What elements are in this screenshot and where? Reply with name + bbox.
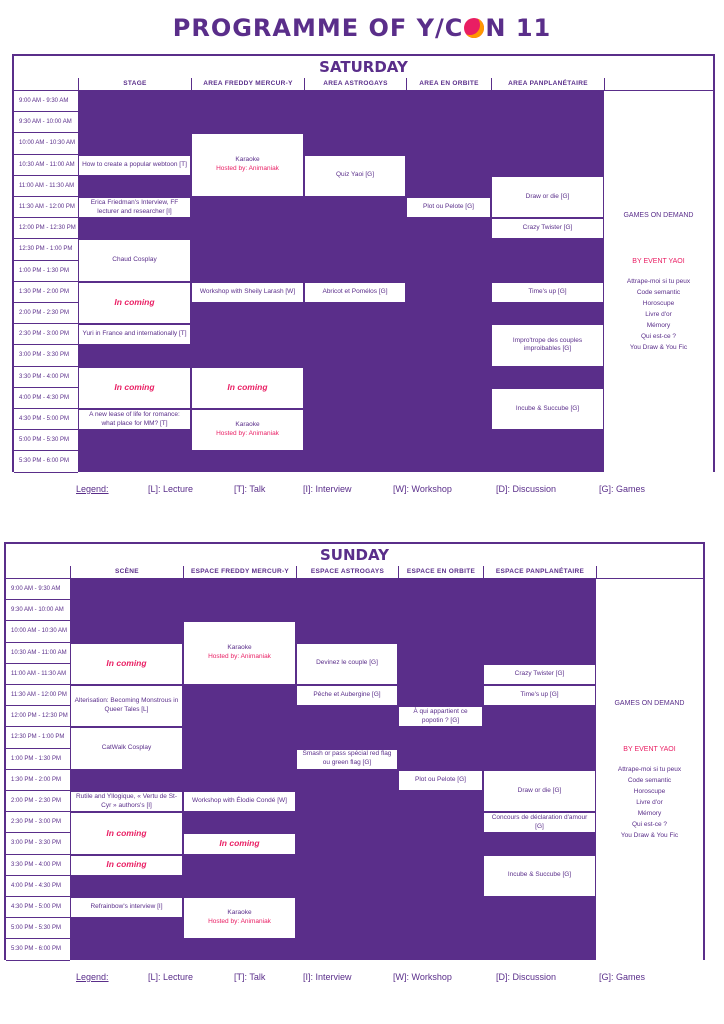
legend-item: [W]: Workshop — [393, 484, 452, 494]
event-title: Erica Friedman's Interview, FF lecturer and researcher [I] — [90, 198, 179, 215]
day-title: SATURDAY — [14, 56, 713, 78]
event-block — [304, 155, 406, 197]
event-title: In coming — [106, 859, 147, 870]
legend-item: [D]: Discussion — [496, 972, 557, 982]
time-slot: 9:30 AM - 10:00 AM — [14, 112, 78, 133]
legend-label: Legend: — [76, 972, 109, 982]
event-title: In coming — [106, 827, 147, 838]
event-block — [183, 621, 296, 685]
column-header: ESPACE FREDDY MERCUR-Y — [183, 566, 296, 578]
time-slot: 4:30 PM - 5:00 PM — [14, 409, 78, 430]
event-host: Hosted by: Animaniak — [216, 165, 279, 173]
legend-item: [T]: Talk — [234, 972, 266, 982]
time-slot: 10:30 AM - 11:00 AM — [14, 155, 78, 176]
event-block — [483, 770, 596, 812]
legend-item: [G]: Games — [599, 484, 646, 494]
game-item: Horoscupe — [633, 788, 666, 796]
event-title: Plot ou Pelote [G] — [423, 203, 474, 211]
time-slot: 5:00 PM - 5:30 PM — [6, 918, 70, 939]
event-title: Karaoke — [227, 909, 252, 917]
event-block — [70, 685, 183, 727]
legend-item: [L]: Lecture — [148, 484, 194, 494]
games-by-event: BY EVENT YAOI — [623, 746, 676, 754]
game-item: Qui est-ce ? — [640, 333, 677, 341]
event-title: Workshop with Élodie Condé [W] — [192, 797, 287, 805]
time-header-blank — [6, 566, 70, 578]
time-slot: 3:30 PM - 4:00 PM — [6, 855, 70, 876]
column-header: ESPACE ASTROGAYS — [296, 566, 398, 578]
event-title: Plot ou Pelote [G] — [415, 776, 466, 783]
event-title: Time's up [G] — [528, 288, 567, 295]
games-column-header — [596, 566, 703, 578]
event-title: Karaoke — [235, 421, 260, 429]
legend-item: [T]: Talk — [234, 484, 266, 494]
time-slot: 2:00 PM - 2:30 PM — [6, 791, 70, 812]
event-block — [183, 791, 296, 812]
event-title: Abricot et Pomélos [G] — [322, 288, 388, 295]
event-in-coming — [70, 855, 183, 876]
time-slot: 3:00 PM - 3:30 PM — [14, 345, 78, 366]
title-text-end: N 11 — [485, 14, 552, 42]
event-block — [491, 282, 604, 303]
event-in-coming — [191, 367, 304, 409]
event-title: In coming — [219, 838, 260, 849]
legend-item: [G]: Games — [599, 972, 646, 982]
saturday-schedule — [12, 54, 715, 472]
event-title: Refrainbow's interview [I] — [90, 903, 163, 911]
event-title: Smash or pass spécial red flag ou green flag [G] — [302, 750, 392, 767]
legend-item: [L]: Lecture — [148, 972, 194, 982]
time-slot: 11:30 AM - 12:00 PM — [14, 197, 78, 218]
time-slot: 1:30 PM - 2:00 PM — [6, 770, 70, 791]
game-item: Code semantic — [627, 777, 672, 785]
event-title: CatWalk Cosplay — [101, 744, 152, 752]
time-slot: 1:00 PM - 1:30 PM — [6, 749, 70, 770]
event-block — [78, 324, 191, 345]
sunday-schedule — [4, 542, 705, 960]
time-slot: 1:30 PM - 2:00 PM — [14, 282, 78, 303]
event-title: Devinez le couple [G] — [316, 659, 378, 667]
event-block — [491, 324, 604, 366]
event-block — [406, 197, 491, 218]
event-title: Karaoke — [235, 156, 260, 164]
event-title: Time's up [G] — [520, 691, 559, 699]
time-slot: 9:00 AM - 9:30 AM — [6, 579, 70, 600]
event-block — [70, 791, 183, 812]
event-block — [483, 855, 596, 897]
game-item: Horoscupe — [642, 300, 675, 308]
column-header: SCÈNE — [70, 566, 183, 578]
column-header: AREA EN ORBITE — [406, 78, 491, 90]
event-block — [483, 685, 596, 706]
game-item: You Draw & You Fic — [629, 344, 688, 352]
time-slot: 2:30 PM - 3:00 PM — [6, 812, 70, 833]
event-block — [304, 282, 406, 303]
games-on-demand-panel — [604, 91, 713, 473]
event-block — [78, 409, 191, 430]
time-slot: 2:30 PM - 3:00 PM — [14, 324, 78, 345]
legend-item: [I]: Interview — [303, 484, 352, 494]
time-slot: 10:00 AM - 10:30 AM — [14, 133, 78, 154]
games-column-header — [604, 78, 713, 90]
event-title: Crazy Twister [G] — [514, 670, 565, 677]
time-slot: 9:00 AM - 9:30 AM — [14, 91, 78, 112]
games-on-demand-panel — [596, 579, 703, 961]
event-title: Incube & Succube [G] — [507, 871, 572, 879]
event-block — [70, 727, 183, 769]
day-title: SUNDAY — [6, 544, 703, 566]
event-title: Incube & Succube [G] — [515, 404, 580, 412]
time-slot: 11:00 AM - 11:30 AM — [6, 664, 70, 685]
time-slot: 12:30 PM - 1:00 PM — [6, 727, 70, 748]
event-block — [483, 812, 596, 833]
time-slot: 5:00 PM - 5:30 PM — [14, 430, 78, 451]
time-slot: 1:00 PM - 1:30 PM — [14, 261, 78, 282]
game-item: Attrape-moi si tu peux — [626, 278, 691, 286]
event-title: In coming — [114, 297, 155, 308]
event-in-coming — [78, 367, 191, 409]
page-title — [0, 14, 724, 42]
games-by-event: BY EVENT YAOI — [632, 258, 685, 266]
game-item: Livre d'or — [636, 799, 663, 807]
time-slot: 4:30 PM - 5:00 PM — [6, 897, 70, 918]
event-block — [70, 897, 183, 918]
event-in-coming — [78, 282, 191, 324]
event-block — [191, 409, 304, 451]
games-heading: GAMES ON DEMAND — [614, 700, 685, 708]
time-slot: 4:00 PM - 4:30 PM — [6, 876, 70, 897]
column-header: AREA ASTROGAYS — [304, 78, 406, 90]
column-header: ESPACE PANPLANÉTAIRE — [483, 566, 596, 578]
game-item: You Draw & You Fic — [620, 832, 679, 840]
event-title: Rutile and Yllogique, « Vertu de St-Cyr » authors's [I] — [75, 792, 178, 809]
event-block — [296, 685, 398, 706]
event-title: Workshop with Sheily Larash [W] — [199, 288, 296, 295]
event-block — [296, 749, 398, 770]
legend-item: [W]: Workshop — [393, 972, 452, 982]
event-title: Impro'trope des couples improibables [G] — [512, 336, 583, 353]
event-in-coming — [70, 643, 183, 685]
event-title: Draw or die [G] — [525, 192, 570, 200]
game-item: Livre d'or — [645, 311, 672, 319]
event-title: In coming — [106, 658, 147, 669]
event-in-coming — [70, 812, 183, 854]
time-slot: 9:30 AM - 10:00 AM — [6, 600, 70, 621]
event-title: À qui appartient ce popotin ? [G] — [413, 708, 468, 724]
event-title: How to create a popular webtoon [T] — [82, 160, 187, 168]
time-slot: 12:00 PM - 12:30 PM — [6, 706, 70, 727]
time-slot: 11:00 AM - 11:30 AM — [14, 176, 78, 197]
time-slot: 11:30 AM - 12:00 PM — [6, 685, 70, 706]
games-heading: GAMES ON DEMAND — [623, 212, 694, 220]
game-item: Qui est-ce ? — [631, 821, 668, 829]
column-header: AREA PANPLANÉTAIRE — [491, 78, 604, 90]
game-item: Mémory — [646, 322, 671, 330]
event-title: Concours de déclaration d'amour [G] — [491, 814, 588, 830]
event-title: Chaud Cosplay — [112, 256, 157, 264]
event-title: Quiz Yaoi [G] — [335, 171, 375, 179]
column-header: AREA FREDDY MERCUR-Y — [191, 78, 304, 90]
event-title: Crazy Twister [G] — [522, 224, 573, 232]
event-title: In coming — [114, 382, 155, 393]
game-item: Attrape-moi si tu peux — [617, 766, 682, 774]
time-slot: 2:00 PM - 2:30 PM — [14, 303, 78, 324]
event-in-coming — [183, 833, 296, 854]
event-block — [78, 197, 191, 218]
time-slot: 5:30 PM - 6:00 PM — [14, 451, 78, 472]
time-slot: 3:00 PM - 3:30 PM — [6, 833, 70, 854]
event-block — [78, 239, 191, 281]
event-title: Karaoke — [227, 644, 252, 652]
column-header: ESPACE EN ORBITE — [398, 566, 483, 578]
event-host: Hosted by: Animaniak — [216, 430, 279, 438]
legend-item: [I]: Interview — [303, 972, 352, 982]
event-title: Yuri in France and internationally [T] — [82, 330, 187, 338]
event-block — [78, 155, 191, 176]
event-block — [191, 133, 304, 197]
time-slot: 12:00 PM - 12:30 PM — [14, 218, 78, 239]
game-item: Code semantic — [636, 289, 681, 297]
time-slot: 4:00 PM - 4:30 PM — [14, 388, 78, 409]
event-host: Hosted by: Animaniak — [208, 918, 271, 926]
time-slot: 5:30 PM - 6:00 PM — [6, 939, 70, 960]
legend-label: Legend: — [76, 484, 109, 494]
time-header-blank — [14, 78, 78, 90]
event-block — [491, 176, 604, 218]
event-block — [491, 388, 604, 430]
event-title: Pêche et Aubergine [G] — [313, 691, 381, 699]
event-block — [191, 282, 304, 303]
event-block — [296, 643, 398, 685]
event-title: Alterisation: Becoming Monstrous in Queer Tales [L] — [74, 697, 179, 714]
event-title: Draw or die [G] — [517, 786, 562, 794]
event-block — [398, 706, 483, 727]
time-slot: 10:30 AM - 11:00 AM — [6, 643, 70, 664]
event-title: In coming — [227, 382, 268, 393]
game-item: Mémory — [637, 810, 662, 818]
event-block — [483, 664, 596, 685]
event-block — [183, 897, 296, 939]
title-text-start: PROGRAMME OF Y/C — [172, 14, 464, 42]
time-slot: 12:30 PM - 1:00 PM — [14, 239, 78, 260]
legend-item: [D]: Discussion — [496, 484, 557, 494]
column-header: STAGE — [78, 78, 191, 90]
time-slot: 3:30 PM - 4:00 PM — [14, 367, 78, 388]
event-host: Hosted by: Animaniak — [208, 653, 271, 661]
event-block — [491, 218, 604, 239]
event-title: A new lease of life for romance: what place for MM? [T] — [89, 410, 180, 427]
event-block — [398, 770, 483, 791]
time-slot: 10:00 AM - 10:30 AM — [6, 621, 70, 642]
peach-logo-icon — [464, 18, 484, 38]
